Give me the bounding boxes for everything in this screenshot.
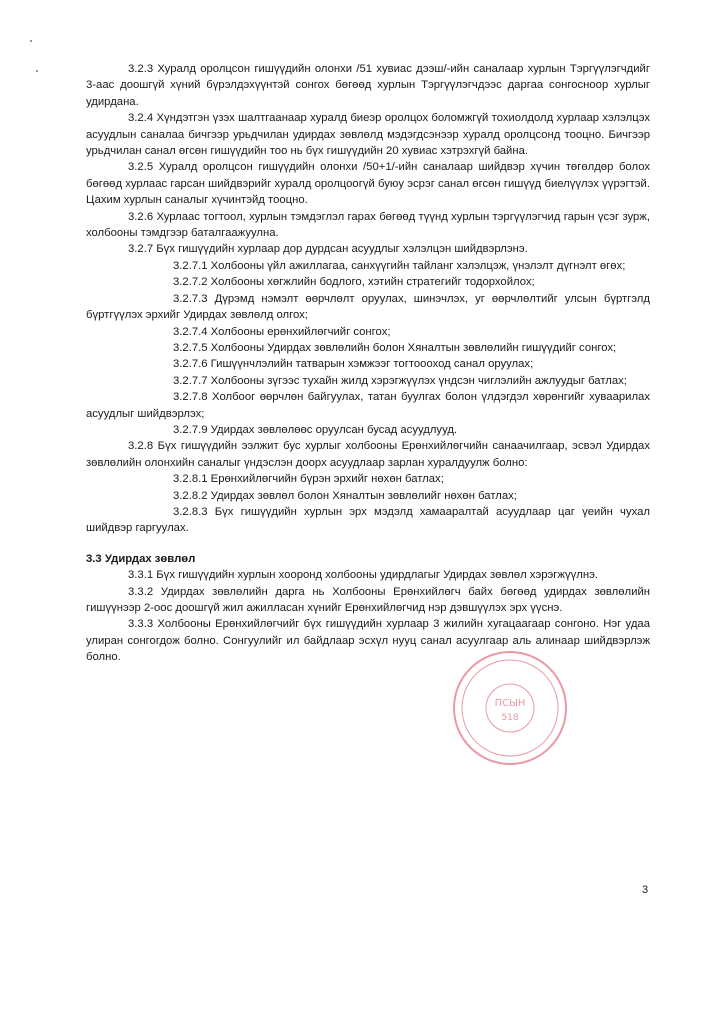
svg-text:ПСЫН: ПСЫН <box>494 698 526 709</box>
paragraph: 3.2.3 Хуралд оролцсон гишүүдийн олонхи /51 хувиас дээш/-ийн саналаар хурлын Тэргүүлэгчдийг 3-аас доошгүй хүний бүрэлдэхүүнтэй сонгох бөгөөд хурлын Тэргүүлэгчдээс даргаа сонгосноор хурлыг удирдана. <box>86 63 650 108</box>
document-body <box>86 61 650 666</box>
paragraph: 3.2.8.1 Ерөнхийлөгчийн бүрэн эрхийг нөхөн батлах; <box>173 473 444 486</box>
paragraph: 3.2.7.7 Холбооны зүгээс тухайн жилд хэрэгжүүлэх үндсэн чиглэлийн ажлуудыг батлах; <box>173 374 627 387</box>
paragraph: 3.2.7.8 Холбоог өөрчлөн байгуулах, татан буулгах болон үлдэгдэл хөрөнгийг хуваарилах асуудлыг шийдвэрлэх; <box>86 391 650 420</box>
section-3-2-paragraphs <box>86 61 650 537</box>
paragraph: 3.2.8.3 Бүх гишүүдийн хурлын эрх мэдэлд хамааралтай асуудлаар цаг үеийн чухал шийдвэр гаргуулах. <box>86 505 650 535</box>
paragraph: 3.2.5 Хуралд оролцсон гишүүдийн олонхи /50+1/-ийн саналаар шийдвэр хүчин төгөлдөр болох бөгөөд хурлаас гарсан шийдвэрийг хуралд оролцоогүй буюу эсрэг санал өгсөн гишүүд биелүүлэх үүрэгтэй. Цахим хурлын саналыг хүчинтэйд тооцно. <box>86 161 650 207</box>
paragraph: 3.3.2 Удирдах зөвлөлийн дарга нь Холбооны Ерөнхийлөгч байх бөгөөд удирдах зөвлөлийн гишүүнээр 2-оос доошгүй жил ажилласан хүнийг Ерөнхийлөгчид нэр дэвшүүлэх эрх үүснэ. <box>86 585 650 614</box>
section-heading: 3.3 Удирдах зөвлөл <box>86 552 196 565</box>
paragraph: 3.2.7.2 Холбооны хөгжлийн бодлого, хэтийн стратегийг тодорхойлох; <box>173 276 535 289</box>
paragraph: 3.2.7.1 Холбооны үйл ажиллагаа, санхүүгийн тайланг хэлэлцэж, үнэлэлт дүгнэлт өгөх; <box>173 259 626 272</box>
paragraph: 3.2.7.3 Дүрэмд нэмэлт өөрчлөлт оруулах, шинэчлэх, уг өөрчлөлтийг улсын бүртгэлд бүртгүүлэх эрхийг Удирдах зөвлөлд олгох; <box>86 292 650 322</box>
page-number: 3 <box>642 884 649 896</box>
svg-text:518: 518 <box>501 713 519 723</box>
scan-speck <box>36 70 38 72</box>
official-stamp-seal <box>450 648 570 768</box>
paragraph: 3.2.7.9 Удирдах зөвлөлөөс оруулсан бусад асуудлууд. <box>173 423 458 436</box>
paragraph: 3.2.8.2 Удирдах зөвлөл болон Хяналтын зөвлөлийг нөхөн батлах; <box>173 489 517 502</box>
paragraph: 3.2.7 Бүх гишүүдийн хурлаар дор дурдсан асуудлыг хэлэлцэн шийдвэрлэнэ. <box>128 243 528 256</box>
scan-speck <box>30 40 32 42</box>
paragraph: 3.2.7.6 Гишүүнчлэлийн татварын хэмжээг тогтоооход санал оруулах; <box>173 358 534 371</box>
paragraph: 3.2.7.5 Холбооны Удирдах зөвлөлийн болон Хяналтын зөвлөлийн гишүүдийг сонгох; <box>173 341 617 354</box>
paragraph: 3.2.8 Бүх гишүүдийн ээлжит бус хурлыг холбооны Ерөнхийлөгчийн санаачилгаар, эсвэл Удирдах зөвлөлийн олонхийн саналыг үндэслэн доорх асуудлаар зарлан хуралдуулж болно: <box>86 440 650 469</box>
paragraph: 3.3.1 Бүх гишүүдийн хурлын хооронд холбооны удирдлагыг Удирдах зөвлөл хэрэгжүүлнэ. <box>128 569 598 582</box>
paragraph: 3.2.4 Хүндэтгэн үзэх шалтгаанаар хуралд биеэр оролцох боломжгүй тохиолдолд хурлаар хэлэлцэх асуудлын саналаа бичгээр урьдчилан удирдах зөвлөлд мэдэгдсэнээр хуралд оролцсонд тооцно. Бичгээр урьдчилан санал өгсөн гишүүдийн тоо нь бүх гишүүдийн 20 хувиас хэтрэхгүй байна. <box>86 112 650 158</box>
paragraph: 3.3.3 Холбооны Ерөнхийлөгчийг бүх гишүүдийн хурлаар 3 жилийн хугацаагаар сонгоно. Нэг удаа улиран сонгогдож болно. Сонгуулийг ил байдлаар эсхүл нууц санал асуулгаар аль алинаар шийдвэрлэж болно. <box>86 618 650 664</box>
paragraph: 3.2.7.4 Холбооны ерөнхийлөгчийг сонгох; <box>173 325 391 338</box>
paragraph: 3.2.6 Хурлаас тогтоол, хурлын тэмдэглэл гарах бөгөөд түүнд хурлын тэргүүлэгчид гарын үсэг зурж, холбооны тэмдгээр баталгаажуулна. <box>86 210 650 240</box>
